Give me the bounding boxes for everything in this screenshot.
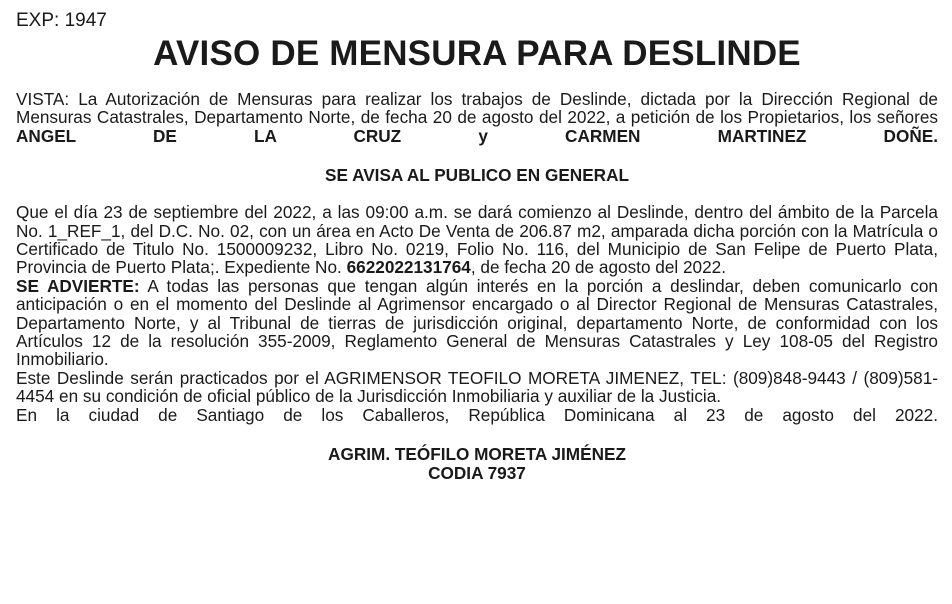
signature-block bbox=[16, 445, 938, 483]
notice-body bbox=[16, 203, 938, 424]
expediente-bold-number: 6622022131764 bbox=[346, 257, 471, 278]
vista-text: VISTA: La Autorización de Mensuras para realizar los trabajos de Deslinde, dictada por la Dirección Regional de Mensuras Catastrales, Departamento Norte, de fecha 20 de agosto del 2022, a petición de los Propietarios, los señores bbox=[16, 89, 938, 128]
vista-paragraph bbox=[16, 90, 938, 145]
surveyor-paragraph: Este Deslinde serán practicados por el AGRIMENSOR TEOFILO MORETA JIMENEZ, TEL: (809)848-9443 / (809)581-4454 en su condición de oficial público de la Jurisdicción Inmobiliaria y auxiliar de la Justicia. bbox=[16, 367, 938, 407]
advierte-label: SE ADVIERTE: bbox=[16, 275, 140, 296]
signature-codia: CODIA 7937 bbox=[428, 463, 526, 484]
deslinde-date: , de fecha 20 de agosto del 2022. bbox=[470, 257, 726, 278]
advierte-paragraph bbox=[16, 277, 938, 369]
deslinde-text: Que el día 23 de septiembre del 2022, a las 09:00 a.m. se dará comienzo al Deslinde, dentro del ámbito de la Parcela No. 1_REF_1, del D.C. No. 02, con un área en Acto De Venta de 206.87 m2, amparada dicha porción con la Matrícula o Certificado de Titulo No. 1500009232, Libro No. 0219, Folio No. 116, del Municipio de San Felipe de Puerto Plata, Provincia de Puerto Plata;. Expediente No. bbox=[16, 202, 938, 278]
city-date-paragraph: En la ciudad de Santiago de los Caballeros, República Dominicana al 23 de agosto del 2022. bbox=[16, 404, 938, 425]
legal-notice bbox=[16, 10, 938, 483]
signature-name: AGRIM. TEÓFILO MORETA JIMÉNEZ bbox=[328, 444, 626, 465]
notice-title: AVISO DE MENSURA PARA DESLINDE bbox=[153, 34, 801, 73]
deslinde-paragraph bbox=[16, 203, 938, 277]
expediente-number: EXP: 1947 bbox=[16, 10, 107, 31]
advierte-text: A todas las personas que tengan algún interés en la porción a deslindar, deben comunicarlo con anticipación o en el momento del Deslinde al Agrimensor encargado o al Director Regional de Mensuras Catastrales, Departamento Norte, y al Tribunal de tierras de jurisdicción original, departamento Norte, de conformidad con los Artículos 12 de la resolución 355-2009, Reglamento General de Mensuras Catastrales y Ley 108-05 del Registro Inmobiliario. bbox=[16, 275, 938, 370]
public-notice-heading: SE AVISA AL PUBLICO EN GENERAL bbox=[325, 165, 629, 186]
owners-names: ANGEL DE LA CRUZ y CARMEN MARTINEZ DOÑE. bbox=[16, 125, 938, 146]
